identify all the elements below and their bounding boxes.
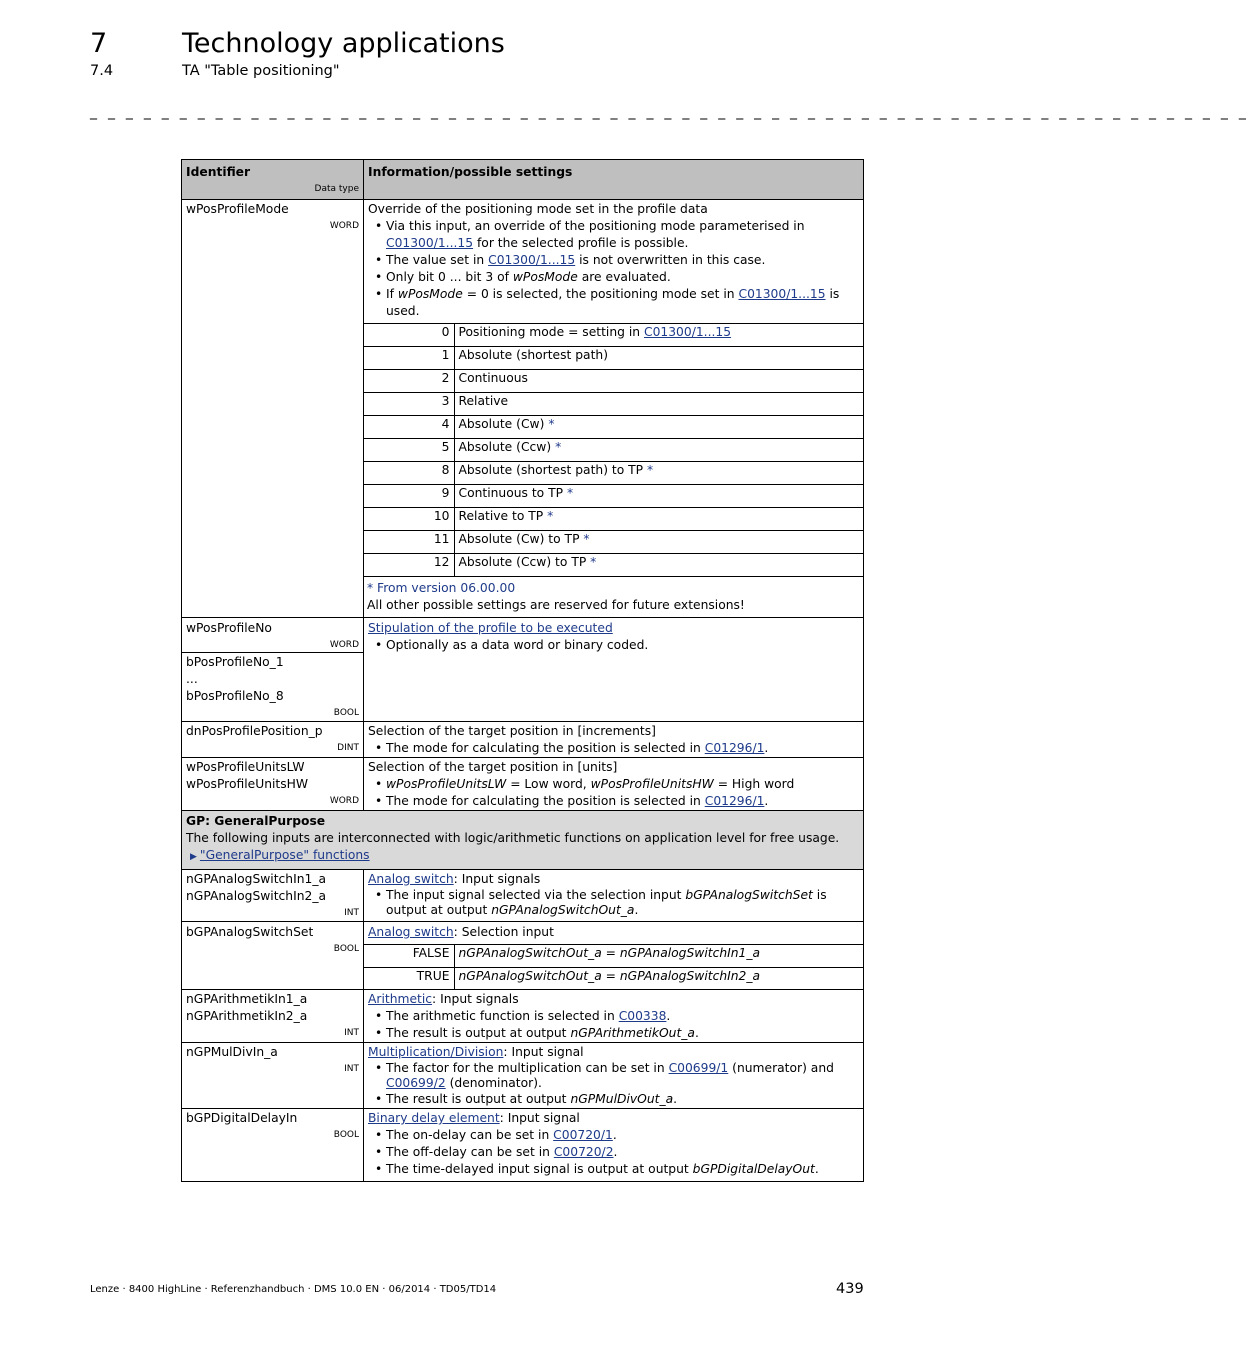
chapter-number: 7 bbox=[90, 28, 108, 59]
mode-label: Relative to TP * bbox=[454, 508, 863, 531]
mode-table bbox=[363, 323, 863, 618]
section-desc: The following inputs are interconnected with logic/arithmetic functions on application level for free usage. bbox=[186, 831, 840, 845]
mode-row bbox=[363, 370, 863, 393]
mode-row bbox=[363, 462, 863, 485]
param-link[interactable]: C01300/1...15 bbox=[643, 325, 732, 339]
mode-label: Continuous bbox=[454, 370, 863, 393]
identifier-cell: bPosProfileNo_1 ... bPosProfileNo_8 BOOL bbox=[182, 653, 364, 722]
delay-link[interactable]: Binary delay element bbox=[368, 1111, 500, 1125]
asterisk-mark: * bbox=[555, 440, 562, 454]
identifier-cell: nGPMulDivIn_a INT bbox=[182, 1043, 364, 1109]
mode-value: 11 bbox=[363, 531, 454, 554]
info-cell: Analog switch: Selection input FALSE nGPAnalogSwitchOut_a = nGPAnalogSwitchIn1_a TRUE nGPAnalogSwitchOut_a = nGPAnalogSwitchIn2_a bbox=[364, 922, 864, 990]
info-cell: Arithmetic: Input signals • The arithmetic function is selected in C00338. • The result is output at output nGPArithmetikOut_a. bbox=[364, 990, 864, 1043]
mode-value: 3 bbox=[363, 393, 454, 416]
arrow-right-icon: ▶ bbox=[190, 852, 197, 862]
asterisk-mark: * bbox=[548, 417, 555, 431]
footer-text: Lenze · 8400 HighLine · Referenzhandbuch · DMS 10.0 EN · 06/2014 · TD05/TD14 bbox=[90, 1284, 497, 1295]
mode-value: 9 bbox=[363, 485, 454, 508]
mode-label: Absolute (Cw) to TP * bbox=[454, 531, 863, 554]
mode-value: 1 bbox=[363, 347, 454, 370]
param-link[interactable]: C00720/1 bbox=[553, 1128, 613, 1142]
info-cell: Selection of the target position in [units] • wPosProfileUnitsLW = Low word, wPosProfileUnitsHW = High word • The mode for calculating the position is selected in C01296/1. bbox=[364, 758, 864, 811]
mode-value: 8 bbox=[363, 462, 454, 485]
section-number: 7.4 bbox=[90, 63, 114, 79]
mode-value: 4 bbox=[363, 416, 454, 439]
chapter-title: Technology applications bbox=[182, 28, 505, 59]
mode-label: Absolute (shortest path) bbox=[454, 347, 863, 370]
version-note: * From version 06.00.00 bbox=[367, 581, 516, 595]
mode-row bbox=[363, 393, 863, 416]
info-cell: Analog switch: Input signals • The input signal selected via the selection input bGPAnalogSwitchSet is output at output nGPAnalogSwitchOut_a. bbox=[364, 870, 864, 922]
mode-value: 5 bbox=[363, 439, 454, 462]
io-table bbox=[181, 159, 864, 1182]
mode-value: 12 bbox=[363, 554, 454, 577]
info-cell: Selection of the target position in [increments] • The mode for calculating the position is selected in C01296/1. bbox=[364, 722, 864, 758]
mode-label: Relative bbox=[454, 393, 863, 416]
generalpurpose-link[interactable]: "GeneralPurpose" functions bbox=[199, 848, 370, 862]
identifier-cell: dnPosProfilePosition_p DINT bbox=[182, 722, 364, 758]
mode-row bbox=[363, 531, 863, 554]
info-cell: Multiplication/Division: Input signal • The factor for the multiplication can be set in C00699/1 (numerator) and C00699/2 (denominator). • The result is output at output nGPMulDivOut_a. bbox=[364, 1043, 864, 1109]
mode-label: Absolute (shortest path) to TP * bbox=[454, 462, 863, 485]
table-row bbox=[182, 618, 864, 653]
table-row bbox=[182, 990, 864, 1043]
profile-link[interactable]: Stipulation of the profile to be executed bbox=[368, 621, 613, 635]
table-row bbox=[182, 922, 864, 990]
reserved-note: All other possible settings are reserved for future extensions! bbox=[367, 598, 745, 612]
identifier-cell: wPosProfileMode WORD bbox=[182, 200, 364, 618]
asterisk-mark: * bbox=[547, 509, 554, 523]
param-link[interactable]: C00699/1 bbox=[668, 1061, 729, 1075]
identifier-cell: nGPArithmetikIn1_a nGPArithmetikIn2_a INT bbox=[182, 990, 364, 1043]
info-cell: Stipulation of the profile to be executed • Optionally as a data word or binary coded. bbox=[364, 618, 864, 722]
asterisk-mark: * bbox=[590, 555, 597, 569]
mode-row bbox=[363, 324, 863, 347]
mode-row bbox=[363, 508, 863, 531]
analog-switch-link[interactable]: Analog switch bbox=[368, 925, 454, 939]
table-row bbox=[182, 1043, 864, 1109]
mode-row bbox=[363, 485, 863, 508]
header-identifier: Identifier Data type bbox=[182, 160, 364, 200]
section-title: TA "Table positioning" bbox=[182, 63, 340, 79]
identifier-cell: nGPAnalogSwitchIn1_a nGPAnalogSwitchIn2_a INT bbox=[182, 870, 364, 922]
param-link[interactable]: C01300/1...15 bbox=[386, 236, 474, 250]
mode-value: 0 bbox=[363, 324, 454, 347]
identifier-cell: bGPDigitalDelayIn BOOL bbox=[182, 1109, 364, 1182]
param-link[interactable]: C01300/1...15 bbox=[738, 287, 826, 301]
mode-label: Absolute (Ccw) to TP * bbox=[454, 554, 863, 577]
mode-row bbox=[363, 439, 863, 462]
asterisk-mark: * bbox=[647, 463, 654, 477]
table-row bbox=[182, 870, 864, 922]
mode-label: Absolute (Ccw) * bbox=[454, 439, 863, 462]
identifier-cell: wPosProfileUnitsLW wPosProfileUnitsHW WORD bbox=[182, 758, 364, 811]
table-row bbox=[182, 758, 864, 811]
asterisk-mark: * bbox=[566, 486, 574, 500]
mode-label: Positioning mode = setting in C01300/1...15 bbox=[454, 324, 863, 347]
arithmetic-link[interactable]: Arithmetic bbox=[368, 992, 433, 1006]
identifier-cell: bGPAnalogSwitchSet BOOL bbox=[182, 922, 364, 990]
mode-value: 10 bbox=[363, 508, 454, 531]
identifier-cell: wPosProfileNo WORD bbox=[182, 618, 364, 653]
muldiv-link[interactable]: Multiplication/Division bbox=[368, 1045, 504, 1059]
section-title: GP: GeneralPurpose bbox=[186, 814, 326, 828]
mode-row bbox=[363, 416, 863, 439]
table-header-row bbox=[182, 160, 864, 200]
param-link[interactable]: C00720/2 bbox=[553, 1145, 614, 1159]
header-info: Information/possible settings bbox=[364, 160, 864, 200]
mode-label: Absolute (Cw) * bbox=[454, 416, 863, 439]
header-divider: _ _ _ _ _ _ _ _ _ _ _ _ _ _ _ _ _ _ _ _ _ _ _ _ _ _ _ _ _ _ _ _ _ _ _ _ _ _ _ _ _ _ _ _ _ _ _ _ _ _ _ _ _ _ _ _ _ _ _ _ _ _ _ _ _ bbox=[90, 104, 1249, 120]
mode-label: Continuous to TP * bbox=[454, 485, 863, 508]
mode-row bbox=[363, 347, 863, 370]
param-link[interactable]: C01300/1...15 bbox=[488, 253, 576, 267]
param-link[interactable]: C01296/1 bbox=[704, 794, 765, 808]
table-row bbox=[182, 200, 864, 618]
analog-switch-link[interactable]: Analog switch bbox=[368, 872, 454, 886]
mode-value: 2 bbox=[363, 370, 454, 393]
asterisk-mark: * bbox=[583, 532, 590, 546]
param-link[interactable]: C01296/1 bbox=[704, 741, 765, 755]
table-row bbox=[182, 1109, 864, 1182]
info-cell: Override of the positioning mode set in the profile data • Via this input, an override of the positioning mode parameterised in C01300/1...15 for the selected profile is possible. • The value set in C01300/1...15 is not overwritten in this case. • Only bit 0 ... bit 3 of wPosMode are evaluated. • If wPosMode = 0 is selected, the positioning mode set in C01300/1...15 is used. 0 Positioning mode = setting in C01300/1...15 1 Absolute (shortest path) 2 Continuous 3 Relative 4 Absolute (Cw) * 5 Absolute (Ccw) * 8 Absolute (shortest path) to TP * 9 Continuous to TP * 10 Relative to TP * 11 Absolute (Cw) to TP * 12 Absolute (Ccw) to TP * * From version 06.00.00 All other possible settings are reserved for future extensions! bbox=[364, 200, 864, 618]
section-row-generalpurpose bbox=[182, 811, 864, 870]
switch-table: FALSE nGPAnalogSwitchOut_a = nGPAnalogSwitchIn1_a TRUE nGPAnalogSwitchOut_a = nGPAnalogSwitchIn2_a bbox=[363, 944, 863, 990]
mode-row bbox=[363, 554, 863, 577]
table-row bbox=[182, 722, 864, 758]
param-link[interactable]: C00338 bbox=[618, 1009, 667, 1023]
info-cell: Binary delay element: Input signal • The on-delay can be set in C00720/1. • The off-delay can be set in C00720/2. • The time-delayed input signal is output at output bGPDigitalDelayOut. bbox=[364, 1109, 864, 1182]
param-link[interactable]: C00699/2 bbox=[386, 1076, 446, 1090]
page-number: 439 bbox=[836, 1281, 864, 1297]
